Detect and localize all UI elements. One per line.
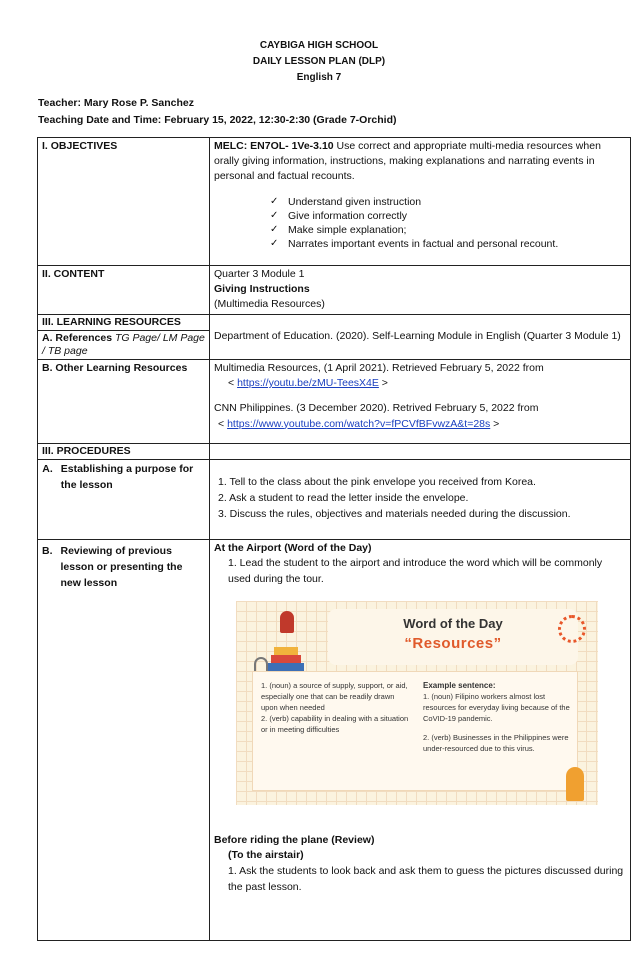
resource-link-1[interactable]: https://youtu.be/zMU-TeesX4E xyxy=(237,377,379,390)
resource-link-row-1: < https://youtu.be/zMU-TeesX4E > xyxy=(228,377,388,390)
procedure-b-title: Reviewing of previous lesson or presenting the new lesson xyxy=(60,545,183,590)
procedure-a-title: Establishing a purpose for the lesson xyxy=(60,463,194,492)
subject-name: English 7 xyxy=(296,72,342,83)
objective-checklist xyxy=(270,195,626,251)
objective-item: ✓ Narrates important events in factual and personal recount. xyxy=(270,237,559,250)
procedure-a-letter: A. xyxy=(42,463,53,476)
melc-code: MELC: EN7OL- 1Ve-3.10 xyxy=(214,140,334,152)
teacher-line: Teacher: Mary Rose P. Sanchez xyxy=(38,97,195,109)
procedure-a-content xyxy=(210,460,631,540)
girl-illustration-icon xyxy=(566,767,584,801)
definition-1: 1. (noun) a source of supply, support, or aid, especially one that can be readily drawn upon when needed xyxy=(261,680,408,712)
objectives-label: I. OBJECTIVES xyxy=(38,138,210,266)
objectives-row xyxy=(38,138,631,266)
resources-label: III. LEARNING RESOURCES xyxy=(38,314,210,330)
check-icon: ✓ xyxy=(270,237,279,249)
procedure-b-heading xyxy=(42,543,205,591)
reading-child-icon xyxy=(280,611,294,633)
review-item: 1. Ask the students to look back and ask them to guess the pictures discussed during the past lesson. xyxy=(228,865,624,894)
melc-text xyxy=(214,139,626,185)
word-banner xyxy=(328,609,578,665)
references-subtitle: TG Page/ LM Page / TB page xyxy=(42,331,205,357)
check-icon: ✓ xyxy=(270,209,279,221)
sun-icon xyxy=(558,615,586,643)
other-resources-row xyxy=(38,359,631,443)
content-topic: Giving Instructions xyxy=(214,283,310,296)
content-subtopic: (Multimedia Resources) xyxy=(214,298,325,311)
content-cell xyxy=(210,266,631,315)
content-label: II. CONTENT xyxy=(38,266,210,315)
review-subheading: (To the airstair) xyxy=(228,848,304,861)
definitions xyxy=(261,680,411,735)
objective-item: ✓ Give information correctly xyxy=(270,209,408,222)
word-of-the-day-image xyxy=(236,601,598,805)
book-stack-icon xyxy=(268,641,304,671)
school-name: CAYBIGA HIGH SCHOOL xyxy=(259,40,379,51)
resources-header-row xyxy=(38,314,631,330)
lesson-plan-table xyxy=(37,137,631,941)
procedure-b-row xyxy=(38,540,631,941)
examples xyxy=(423,680,573,754)
objectives-content xyxy=(210,138,631,266)
example-1: 1. (noun) Filipino workers almost lost resources for everyday living because of the CoVID-19 pandemic. xyxy=(423,691,570,723)
review-heading: Before riding the plane (Review) xyxy=(214,833,375,846)
example-2: 2. (verb) Businesses in the Philippines were under-resourced due to this virus. xyxy=(423,732,569,753)
procedures-header-row xyxy=(38,443,631,459)
definition-panel xyxy=(252,671,578,791)
document-header xyxy=(0,0,638,86)
procedure-a-item: 2. Ask a student to read the letter inside the envelope. xyxy=(218,492,469,505)
definition-2: 2. (verb) capability in dealing with a situation or in meeting difficulties xyxy=(261,713,409,734)
other-resources-label: B. Other Learning Resources xyxy=(38,359,210,443)
airport-item: 1. Lead the student to the airport and introduce the word which will be commonly used during the tour. xyxy=(228,557,603,585)
resource-citation-2: CNN Philippines. (3 December 2020). Retrived February 5, 2022 from xyxy=(214,402,539,415)
wotd-word: “Resources” xyxy=(404,634,502,652)
plan-title: DAILY LESSON PLAN (DLP) xyxy=(252,56,386,67)
melc-description: Use correct and appropriate multi-media resources when orally giving information, instructions, making explanations and narrating events in personal and factual recounts. xyxy=(214,140,601,183)
check-icon: ✓ xyxy=(270,223,279,235)
resource-link-2[interactable]: https://www.youtube.com/watch?v=fPCVfBFvwzA&t=28s xyxy=(227,417,491,430)
procedure-b-label xyxy=(38,540,210,941)
wotd-title: Word of the Day xyxy=(403,615,503,631)
references-title: A. References xyxy=(42,331,113,344)
objective-item: ✓ Understand given instruction xyxy=(270,195,422,208)
content-row xyxy=(38,266,631,315)
procedure-a-heading xyxy=(42,461,205,493)
procedures-label: III. PROCEDURES xyxy=(38,443,210,459)
schedule-line: Teaching Date and Time: February 15, 2022, 12:30-2:30 (Grade 7-Orchid) xyxy=(38,114,397,126)
references-text: Department of Education. (2020). Self-Learning Module in English (Quarter 3 Module 1) xyxy=(210,314,631,359)
objective-item: ✓ Make simple explanation; xyxy=(270,223,407,236)
content-quarter: Quarter 3 Module 1 xyxy=(214,268,305,280)
references-label xyxy=(38,330,210,359)
procedure-a-item: 3. Discuss the rules, objectives and materials needed during the discussion. xyxy=(218,508,571,521)
procedure-a-row xyxy=(38,460,631,540)
procedure-a-item: 1. Tell to the class about the pink envelope you received from Korea. xyxy=(218,476,536,489)
procedure-b-letter: B. xyxy=(42,545,53,558)
check-icon: ✓ xyxy=(270,195,279,207)
resource-link-row-2: < https://www.youtube.com/watch?v=fPCVfBFvwzA&t=28s > xyxy=(218,417,500,430)
procedure-a-label xyxy=(38,460,210,540)
other-resources-cell xyxy=(210,359,631,443)
resource-citation-1: Multimedia Resources, (1 April 2021). Retrieved February 5, 2022 from xyxy=(214,361,544,374)
procedures-header-blank xyxy=(210,443,631,459)
airport-heading: At the Airport (Word of the Day) xyxy=(214,542,372,555)
example-heading: Example sentence: xyxy=(423,680,496,690)
procedure-b-content xyxy=(210,540,631,941)
